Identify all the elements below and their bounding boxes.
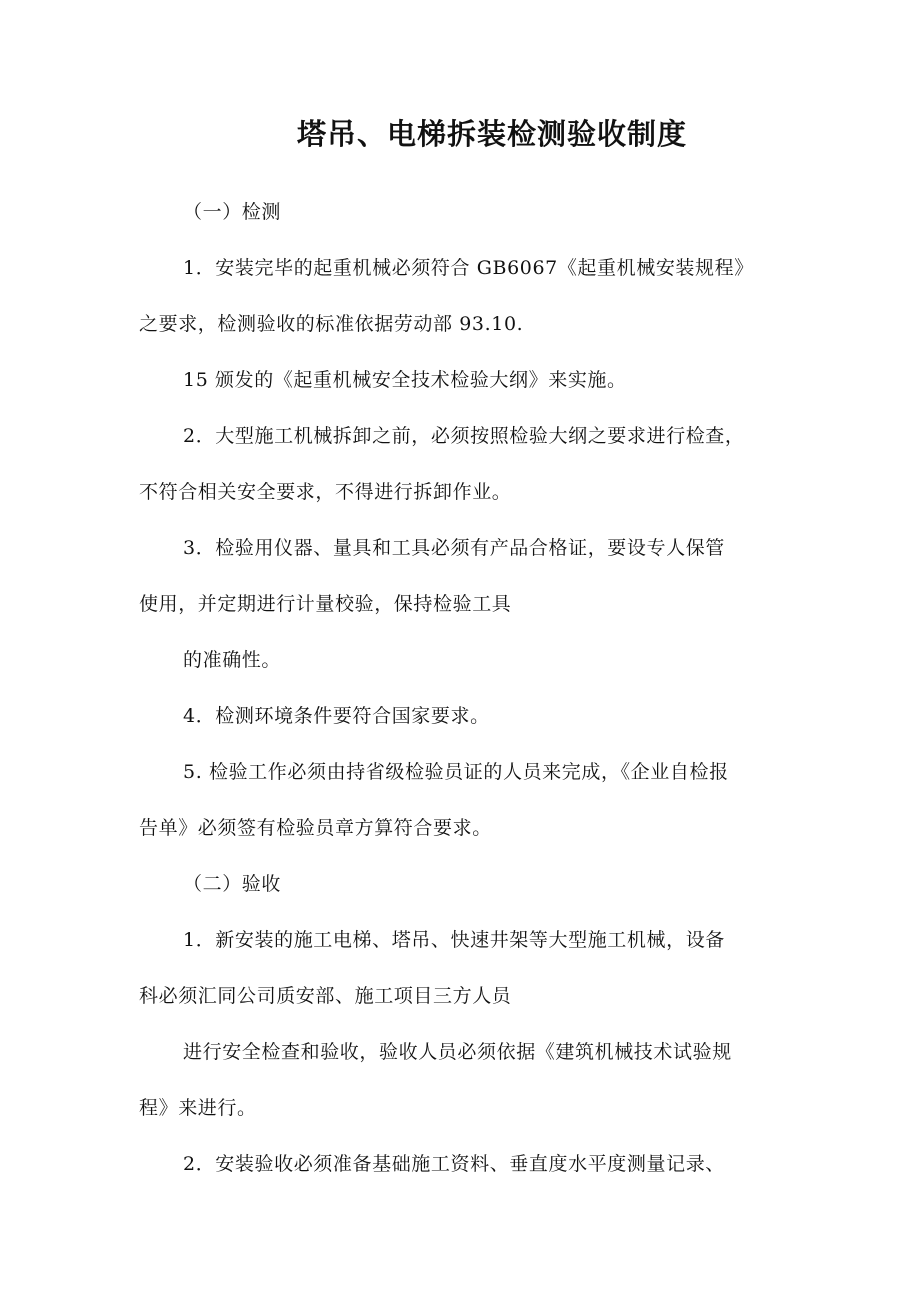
paragraph-line: 2．安装验收必须准备基础施工资料、垂直度水平度测量记录、 (183, 1153, 725, 1175)
paragraph-line: 4．检测环境条件要符合国家要求。 (183, 705, 490, 727)
paragraph-line: 1．新安装的施工电梯、塔吊、快速井架等大型施工机械，设备 (183, 929, 725, 951)
paragraph-line: 使用，并定期进行计量校验，保持检验工具 (139, 593, 512, 615)
document-title: 塔吊、电梯拆装检测验收制度 (296, 117, 687, 151)
paragraph-line: 5. 检验工作必须由持省级检验员证的人员来完成，《企业自检报 (183, 761, 729, 783)
paragraph-line: 不符合相关安全要求，不得进行拆卸作业。 (139, 481, 512, 503)
paragraph-line: 3．检验用仪器、量具和工具必须有产品合格证，要设专人保管 (183, 537, 725, 559)
paragraph-line: 告单》必须签有检验员章方算符合要求。 (139, 817, 492, 839)
paragraph-line: 1．安装完毕的起重机械必须符合 GB6067《起重机械安装规程》 (183, 257, 754, 279)
paragraph-line: 科必须汇同公司质安部、施工项目三方人员 (139, 985, 512, 1007)
section-heading-inspection: （一）检测 (183, 201, 282, 223)
section-heading-acceptance: （二）验收 (183, 873, 282, 895)
paragraph-line: 的准确性。 (183, 649, 282, 671)
paragraph-line: 进行安全检查和验收，验收人员必须依据《建筑机械技术试验规 (183, 1041, 732, 1063)
paragraph-line: 15 颁发的《起重机械安全技术检验大纲》来实施。 (183, 369, 627, 391)
paragraph-line: 程》来进行。 (139, 1097, 257, 1119)
paragraph-line: 2．大型施工机械拆卸之前，必须按照检验大纲之要求进行检查， (183, 425, 745, 447)
paragraph-line: 之要求，检测验收的标准依据劳动部 93.10. (139, 313, 524, 335)
